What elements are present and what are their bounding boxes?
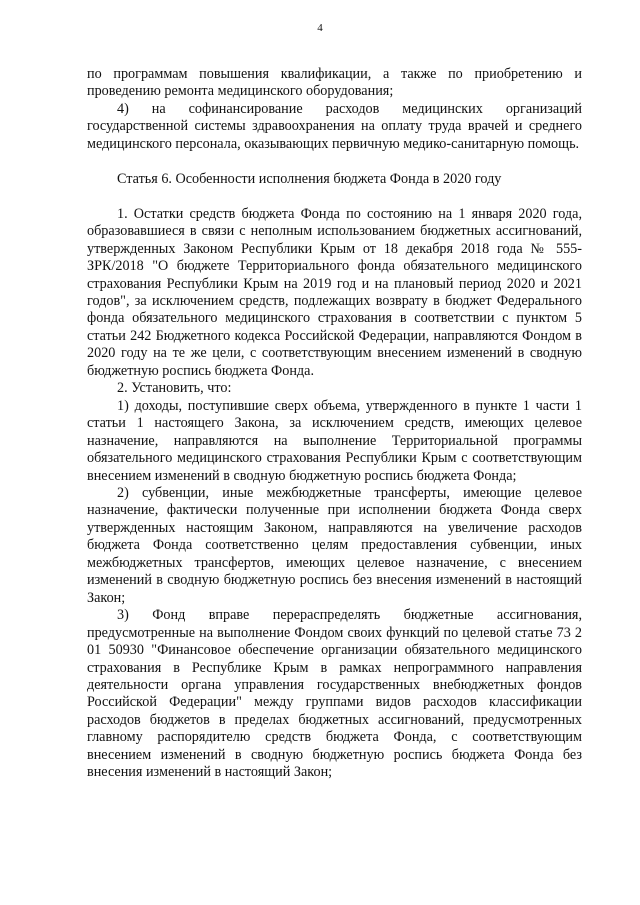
page-number: 4 <box>317 22 323 34</box>
article-subitem-3: 3) Фонд вправе перераспределять бюджетные ассигнования, предусмотренные на выполнение Фондом своих функций по целевой статье 73 2 01 50930 "Финансовое обеспечение организации обязательного медицинского страхования в Республике Крым в рамках непрограммного направления деятельности органа управления государственных внебюджетных фондов Российской Федерации" между группами видов расходов классификации расходов бюджетов в пределах бюджетных ассигнований, предусмотренных главному распорядителю средств бюджета Фонда, с соответствующим внесением изменений в сводную бюджетную роспись бюджета Фонда без внесения изменений в настоящий Закон; <box>87 607 582 781</box>
paragraph-continuation: по программам повышения квалификации, а также по приобретению и проведению ремонта медицинского оборудования; <box>87 66 582 100</box>
article-subitem-1: 1) доходы, поступившие сверх объема, утвержденного в пункте 1 части 1 статьи 1 настоящего Закона, за исключением средств, имеющих целевое назначение, направляются на выполнение Территориальной программы обязательного медицинского страхования Республики Крым с соответствующим внесением изменений в сводную бюджетную роспись бюджета Фонда; <box>87 397 582 484</box>
article-subitem-2: 2) субвенции, иные межбюджетные трансферты, имеющие целевое назначение, фактически полученные при исполнении бюджета Фонда сверх утвержденных настоящим Законом, направляются на увеличение расходов бюджета Фонда соответственно целям предоставления субвенции, иных межбюджетных трансфертов, имеющих целевое назначение, с внесением изменений в сводную бюджетную роспись без внесения изменений в настоящий Закон; <box>87 484 582 606</box>
paragraph-item-4: 4) на софинансирование расходов медицинских организаций государственной системы здравоохранения на оплату труда врачей и среднего медицинского персонала, оказывающих первичную медико-санитарную помощь. <box>87 100 582 152</box>
article-heading: Статья 6. Особенности исполнения бюджета Фонда в 2020 году <box>117 171 502 188</box>
article-paragraph-1: 1. Остатки средств бюджета Фонда по состоянию на 1 января 2020 года, образовавшиеся в связи с неполным использованием бюджетных ассигнований, утвержденных Законом Республики Крым от 18 декабря 2018 года № 555-ЗРК/2018 "О бюджете Территориального фонда обязательного медицинского страхования Республики Крым на 2019 год и на плановый период 2020 и 2021 годов", за исключением средств, подлежащих возврату в бюджет Федерального фонда обязательного медицинского страхования в соответствии с пунктом 5 статьи 242 Бюджетного кодекса Российской Федерации, направляются Фондом в 2020 году на те же цели, с соответствующим внесением изменений в сводную бюджетную роспись бюджета Фонда. <box>87 205 582 379</box>
document-body <box>87 66 582 782</box>
article-paragraph-2: 2. Установить, что: <box>117 380 232 397</box>
